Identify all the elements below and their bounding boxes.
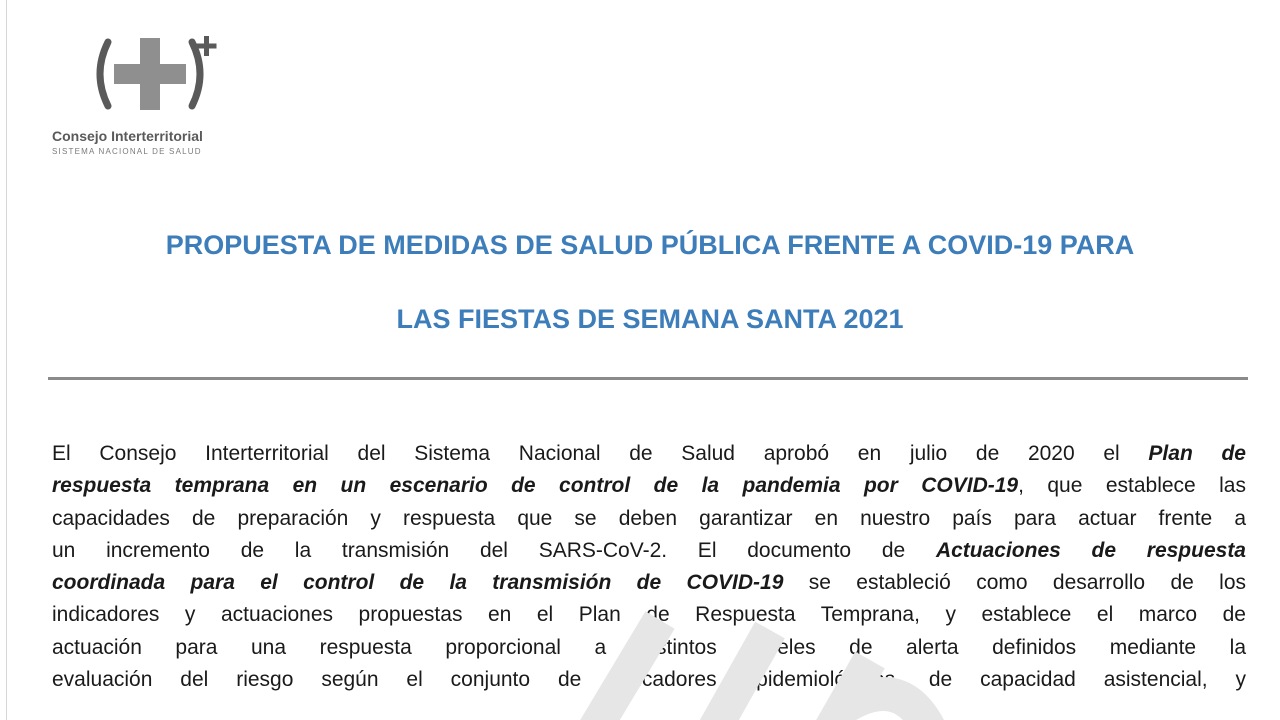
text-run: un incremento de la transmisión del SARS-CoV-2. El documento de	[52, 538, 906, 562]
emphasis-run: Actuaciones de respuesta	[935, 538, 1246, 562]
body-paragraph	[52, 438, 1246, 696]
emphasis-run: coordinada para el control de la transmisión de COVID-19	[52, 571, 784, 595]
text-run: se estableció como desarrollo de los	[808, 571, 1247, 595]
emphasis-run: Plan de	[1148, 442, 1246, 465]
paragraph-line	[52, 438, 1246, 470]
paragraph-line	[52, 535, 1246, 567]
paragraph-line: evaluación del riesgo según el conjunto de indicadores epidemiológicos, de capacidad asistencial, y	[52, 668, 1246, 692]
title-divider	[48, 377, 1248, 380]
consejo-logo	[52, 34, 252, 164]
plus-cross-logo-icon	[90, 34, 230, 116]
paragraph-line: indicadores y actuaciones propuestas en el Plan de Respuesta Temprana, y establece el marco de	[52, 603, 1246, 627]
page-edge	[6, 0, 7, 720]
paragraph-line: capacidades de preparación y respuesta que se deben garantizar en nuestro país para actuar frente a	[52, 506, 1246, 530]
paragraph-line	[52, 470, 1246, 502]
logo-title: Consejo Interterritorial	[52, 128, 203, 144]
paragraph-line	[52, 567, 1246, 599]
emphasis-run: respuesta temprana en un escenario de control de la pandemia por COVID-19	[52, 474, 1019, 498]
document-title-line2: LAS FIESTAS DE SEMANA SANTA 2021	[396, 304, 904, 334]
text-run: , que establece las	[1018, 474, 1246, 498]
paragraph-line: actuación para una respuesta proporcional a distintos niveles de alerta definidos mediante la	[52, 635, 1246, 659]
text-run: El Consejo Interterritorial del Sistema Nacional de Salud aprobó en julio de 2020 el	[52, 442, 1120, 465]
logo-subtitle: SISTEMA NACIONAL DE SALUD	[52, 147, 202, 156]
document-title-line1: PROPUESTA DE MEDIDAS DE SALUD PÚBLICA FRENTE A COVID-19 PARA	[165, 230, 1135, 260]
